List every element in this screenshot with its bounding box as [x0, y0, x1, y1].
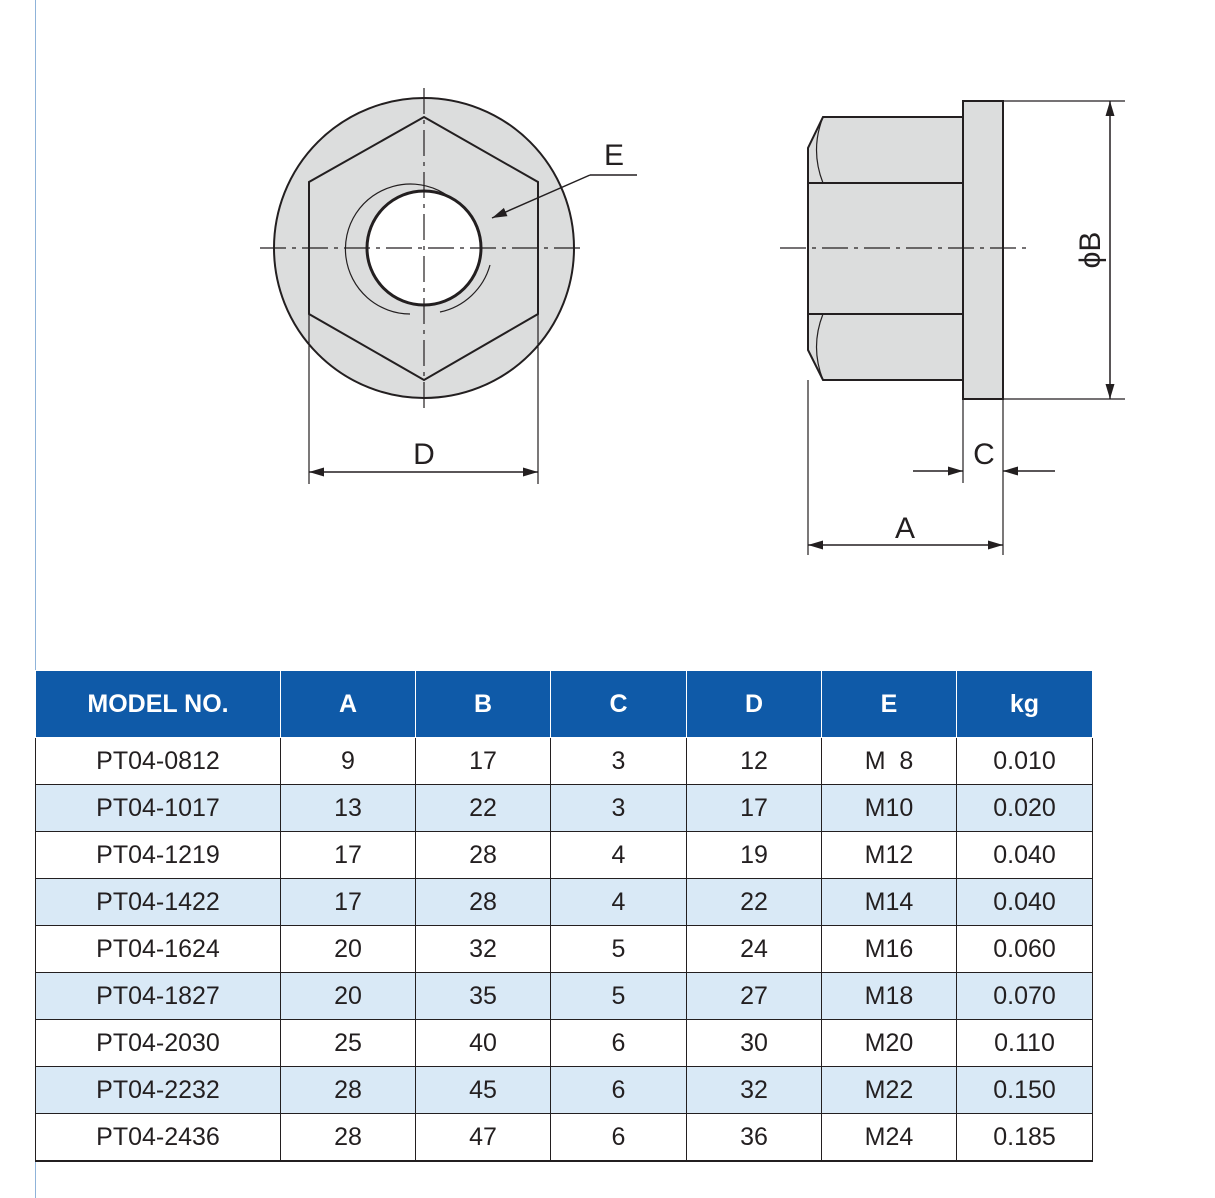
d-label: D — [413, 438, 435, 471]
cell-c: 6 — [551, 1114, 687, 1162]
table-row — [36, 973, 1093, 1020]
cell-model: PT04-1219 — [36, 832, 281, 879]
cell-d: 24 — [687, 926, 822, 973]
e-label: E — [603, 139, 625, 172]
header-a: A — [281, 671, 416, 738]
table-header-row — [36, 671, 1093, 738]
header-e: E — [822, 671, 957, 738]
cell-a: 17 — [281, 832, 416, 879]
cell-kg: 0.010 — [957, 738, 1093, 785]
cell-c: 6 — [551, 1067, 687, 1114]
cell-e: M18 — [822, 973, 957, 1020]
table-row — [36, 926, 1093, 973]
table-row — [36, 1020, 1093, 1067]
cell-c: 3 — [551, 785, 687, 832]
cell-kg: 0.060 — [957, 926, 1093, 973]
cell-e: M 8 — [822, 738, 957, 785]
cell-b: 28 — [416, 832, 551, 879]
cell-b: 45 — [416, 1067, 551, 1114]
cell-a: 28 — [281, 1114, 416, 1162]
cell-a: 9 — [281, 738, 416, 785]
cell-kg: 0.040 — [957, 879, 1093, 926]
cell-a: 20 — [281, 973, 416, 1020]
cell-d: 19 — [687, 832, 822, 879]
cell-a: 25 — [281, 1020, 416, 1067]
cell-a: 20 — [281, 926, 416, 973]
cell-d: 17 — [687, 785, 822, 832]
a-label: A — [894, 512, 916, 545]
cell-e: M24 — [822, 1114, 957, 1162]
cell-e: M10 — [822, 785, 957, 832]
cell-b: 22 — [416, 785, 551, 832]
cell-kg: 0.020 — [957, 785, 1093, 832]
table-row — [36, 832, 1093, 879]
header-kg: kg — [957, 671, 1093, 738]
cell-c: 4 — [551, 832, 687, 879]
cell-b: 40 — [416, 1020, 551, 1067]
cell-d: 22 — [687, 879, 822, 926]
front-view — [260, 88, 637, 484]
header-model-no: MODEL NO. — [36, 671, 281, 738]
cell-a: 17 — [281, 879, 416, 926]
flange-profile — [963, 101, 1003, 399]
cell-d: 36 — [687, 1114, 822, 1162]
cell-b: 47 — [416, 1114, 551, 1162]
c-label: C — [973, 438, 995, 471]
cell-d: 12 — [687, 738, 822, 785]
cell-c: 5 — [551, 926, 687, 973]
table-row — [36, 1067, 1093, 1114]
cell-b: 35 — [416, 973, 551, 1020]
cell-c: 5 — [551, 973, 687, 1020]
cell-kg: 0.110 — [957, 1020, 1093, 1067]
cell-kg: 0.150 — [957, 1067, 1093, 1114]
cell-c: 4 — [551, 879, 687, 926]
header-b: B — [416, 671, 551, 738]
cell-model: PT04-1422 — [36, 879, 281, 926]
cell-c: 6 — [551, 1020, 687, 1067]
cell-d: 32 — [687, 1067, 822, 1114]
cell-model: PT04-2030 — [36, 1020, 281, 1067]
cell-c: 3 — [551, 738, 687, 785]
cell-model: PT04-1017 — [36, 785, 281, 832]
cell-d: 27 — [687, 973, 822, 1020]
cell-b: 28 — [416, 879, 551, 926]
cell-kg: 0.185 — [957, 1114, 1093, 1162]
cell-b: 32 — [416, 926, 551, 973]
cell-kg: 0.070 — [957, 973, 1093, 1020]
cell-model: PT04-2436 — [36, 1114, 281, 1162]
cell-model: PT04-1827 — [36, 973, 281, 1020]
header-c: C — [551, 671, 687, 738]
cell-e: M14 — [822, 879, 957, 926]
b-label: ϕB — [1074, 231, 1107, 269]
table-row — [36, 738, 1093, 785]
cell-kg: 0.040 — [957, 832, 1093, 879]
cell-e: M12 — [822, 832, 957, 879]
header-d: D — [687, 671, 822, 738]
cell-model: PT04-1624 — [36, 926, 281, 973]
table-row — [36, 785, 1093, 832]
cell-d: 30 — [687, 1020, 822, 1067]
cell-e: M20 — [822, 1020, 957, 1067]
cell-a: 28 — [281, 1067, 416, 1114]
table-row — [36, 879, 1093, 926]
cell-model: PT04-0812 — [36, 738, 281, 785]
cell-model: PT04-2232 — [36, 1067, 281, 1114]
dimensions-table — [35, 670, 1093, 1162]
cell-e: M16 — [822, 926, 957, 973]
cell-a: 13 — [281, 785, 416, 832]
table-row — [36, 1114, 1093, 1162]
side-view — [780, 101, 1125, 555]
cell-e: M22 — [822, 1067, 957, 1114]
cell-b: 17 — [416, 738, 551, 785]
